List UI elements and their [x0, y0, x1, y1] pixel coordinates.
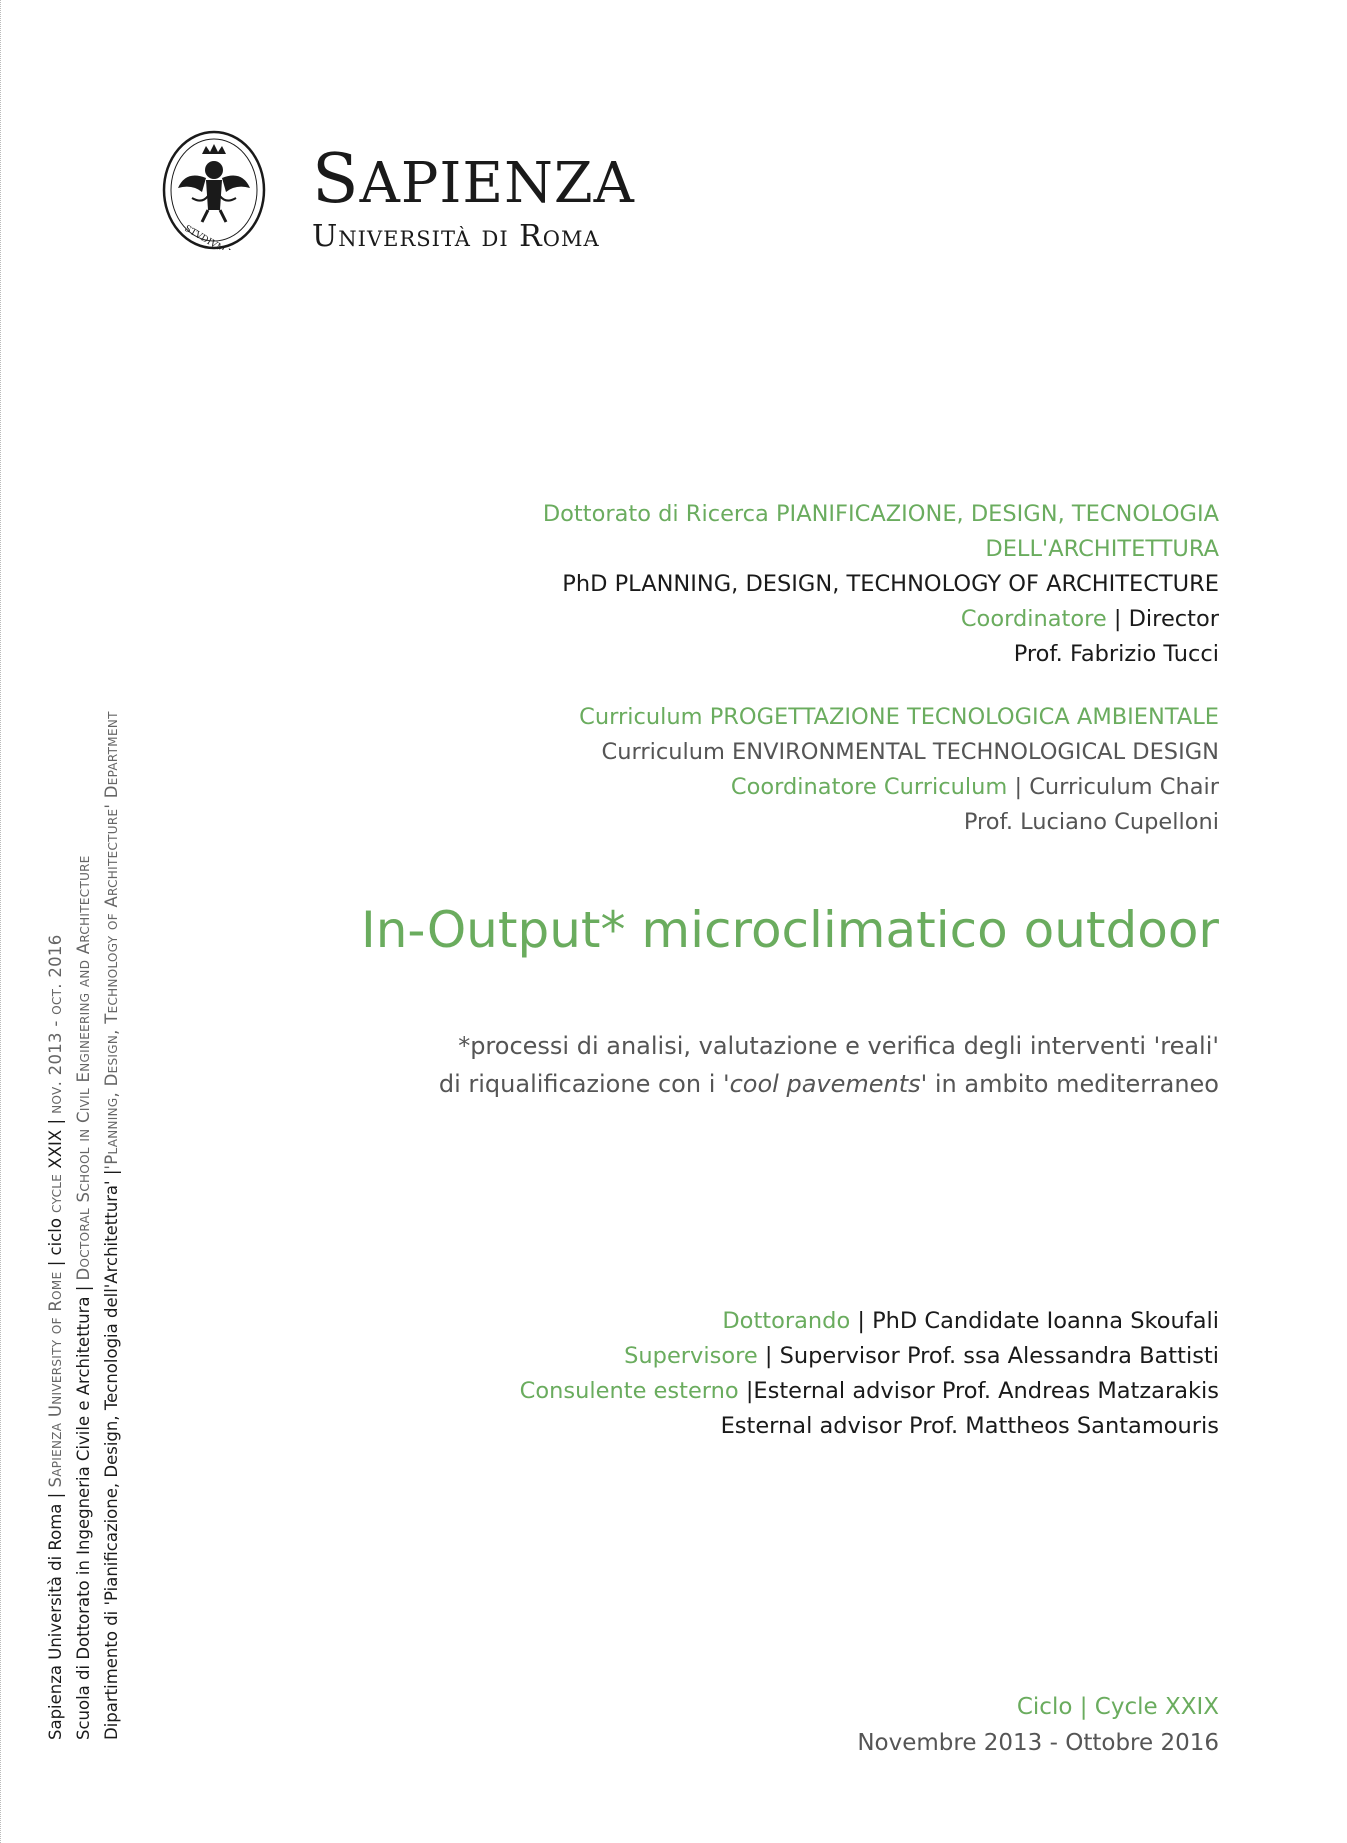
university-subline: Università di Roma: [312, 219, 600, 254]
program-block: [543, 497, 1219, 672]
thesis-title: In-Output* microclimatico outdoor: [360, 901, 1219, 959]
university-wordmark: [312, 140, 635, 254]
curriculum-en: Curriculum ENVIRONMENTAL TECHNOLOGICAL DESIGN: [601, 739, 1219, 765]
program-title-it-2: DELL'ARCHITETTURA: [985, 536, 1219, 562]
spine-line-2: Scuola di Dottorato in Ingegneria Civile e Architettura | Doctoral School in Civil Engineering and Architecture: [74, 855, 93, 1740]
curriculum-chair-label: Coordinatore Curriculum | Curriculum Chair: [730, 774, 1219, 800]
svg-text:STVDIVM VRBIS: STVDIVM VRBIS: [182, 223, 255, 250]
subtitle-line-1: *processi di analisi, valutazione e verifica degli interventi 'reali': [458, 1032, 1219, 1060]
supervisor-line: Supervisore | Supervisor Prof. ssa Alessandra Battisti: [624, 1343, 1219, 1369]
people-block: [520, 1304, 1219, 1444]
cycle-dates: Novembre 2013 - Ottobre 2016: [857, 1730, 1219, 1756]
advisor-line: Consulente esterno |Esternal advisor Prof. Andreas Matzarakis: [519, 1378, 1219, 1404]
spine-line-3: Dipartimento di 'Pianificazione, Design, Tecnologia dell'Architettura' |'Planning, Design, Technology of Architecture' Department: [102, 711, 121, 1740]
program-title-en: PhD PLANNING, DESIGN, TECHNOLOGY OF ARCHITECTURE: [562, 571, 1219, 597]
sapienza-seal-icon: [162, 130, 266, 250]
university-name: SAPIENZA: [312, 140, 635, 219]
cycle-block: [857, 1689, 1219, 1761]
spine-line-1: Sapienza Università di Roma | Sapienza University of Rome | ciclo cycle XXIX | nov. 2013 - oct. 2016: [46, 934, 65, 1740]
curriculum-it: Curriculum PROGETTAZIONE TECNOLOGICA AMBIENTALE: [579, 704, 1219, 730]
director-name: Prof. Fabrizio Tucci: [1013, 641, 1219, 667]
curriculum-chair-name: Prof. Luciano Cupelloni: [963, 809, 1219, 835]
subtitle-line-2: di riqualificazione con i 'cool pavements' in ambito mediterraneo: [438, 1070, 1219, 1098]
coordinator-label: Coordinatore | Director: [960, 606, 1219, 632]
page-edge: [0, 0, 3, 1843]
program-title-it: Dottorato di Ricerca PIANIFICAZIONE, DESIGN, TECNOLOGIA: [542, 501, 1219, 527]
candidate-line: Dottorando | PhD Candidate Ioanna Skoufali: [722, 1308, 1219, 1334]
cycle-label: Ciclo | Cycle XXIX: [1016, 1694, 1219, 1720]
advisor-line-2: Esternal advisor Prof. Mattheos Santamouris: [720, 1413, 1219, 1439]
thesis-subtitle: [439, 1027, 1219, 1103]
spine-text: [42, 440, 126, 1740]
curriculum-block: [579, 700, 1219, 840]
